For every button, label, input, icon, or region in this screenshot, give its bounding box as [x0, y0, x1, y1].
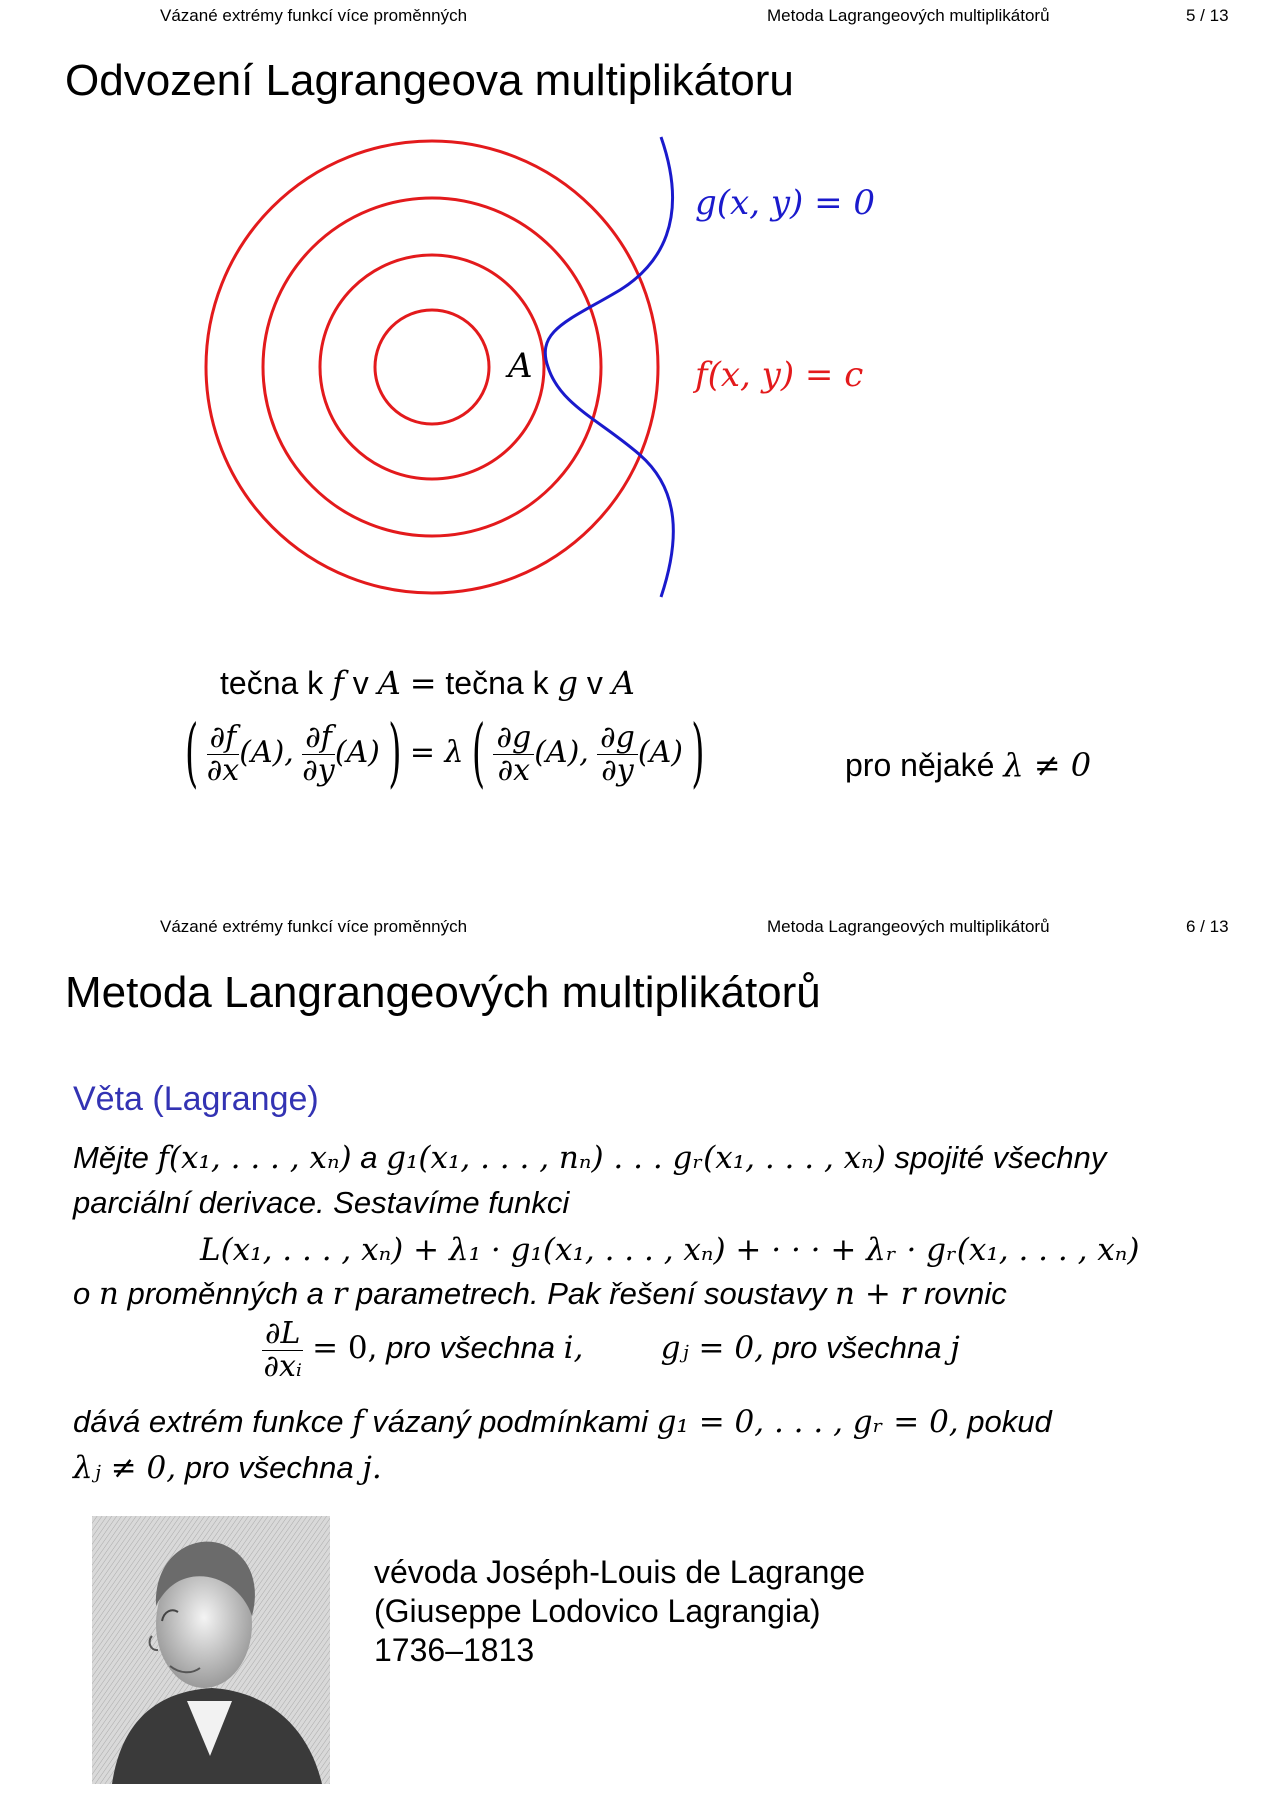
- theorem-line-7: λⱼ ≠ 0, pro všechna j.: [73, 1450, 382, 1486]
- lagrange-diagram: [0, 120, 1282, 740]
- constraint-curve: [545, 137, 673, 597]
- author-dates: 1736–1813: [374, 1632, 535, 1668]
- level-curve-label: f(x, y) = c: [695, 355, 864, 395]
- level-curve-1: [375, 310, 489, 424]
- page-title: Odvození Lagrangeova multiplikátoru: [65, 56, 794, 105]
- theorem-title: Věta (Lagrange): [73, 1080, 319, 1118]
- tangent-statement: tečna k f v A = tečna k g v A: [220, 664, 635, 702]
- page-title: Metoda Langrangeových multiplikátorů: [65, 968, 821, 1017]
- lagrangian: L(x₁, . . . , xₙ) + λ₁ · g₁(x₁, . . . , xₙ) + · · · + λᵣ · gᵣ(x₁, . . . , xₙ): [200, 1232, 1140, 1268]
- theorem-line-6: dává extrém funkce f vázaný podmínkami g₁ = 0, . . . , gᵣ = 0, pokud: [73, 1404, 1052, 1440]
- theorem-line-4: o n proměnných a r parametrech. Pak řešení soustavy n + r rovnic: [73, 1276, 1007, 1312]
- header-page: 6 / 13: [1186, 917, 1229, 936]
- system-of-equations: $\frac{\partial L}{\text{∂xᵢ}}$ = 0, pro všechna i, gⱼ = 0, pro všechna j: [263, 1316, 960, 1384]
- header-page: 5 / 13: [1186, 6, 1229, 25]
- header-left: Vázané extrémy funkcí více proměnných: [160, 6, 468, 25]
- header-left: Vázané extrémy funkcí více proměnných: [160, 917, 468, 936]
- theorem-line-2: parciální derivace. Sestavíme funkci: [73, 1185, 570, 1220]
- header-mid: Metoda Lagrangeových multiplikátorů: [767, 917, 1050, 936]
- level-curve-3: [263, 198, 601, 536]
- level-curve-4: [206, 141, 658, 593]
- point-a-label: A: [508, 346, 533, 386]
- author-italian-name: (Giuseppe Lodovico Lagrangia): [374, 1593, 821, 1629]
- author-caption: [374, 1553, 865, 1670]
- theorem-line-1: Mějte f(x₁, . . . , xₙ) a g₁(x₁, . . . , nₙ) . . . gᵣ(x₁, . . . , xₙ) spojité všechny: [73, 1140, 1107, 1176]
- header-mid: Metoda Lagrangeových multiplikátorů: [767, 6, 1050, 25]
- gradient-equation: ( $\frac{\partial f}{\partial x}$ (A), $\frac{\partial f}{\partial y}$ (A) ) = λ ( $\frac{\partial g}{\partial x}$ (A), $\frac{\partial g}{\partial y}$ (A) ): [185, 710, 705, 798]
- constraint-label: g(x, y) = 0: [695, 183, 876, 223]
- author-name: vévoda Joséph-Louis de Lagrange: [374, 1554, 866, 1590]
- lambda-condition: pro nějaké λ ≠ 0: [845, 746, 1092, 784]
- lagrange-portrait: [92, 1516, 330, 1784]
